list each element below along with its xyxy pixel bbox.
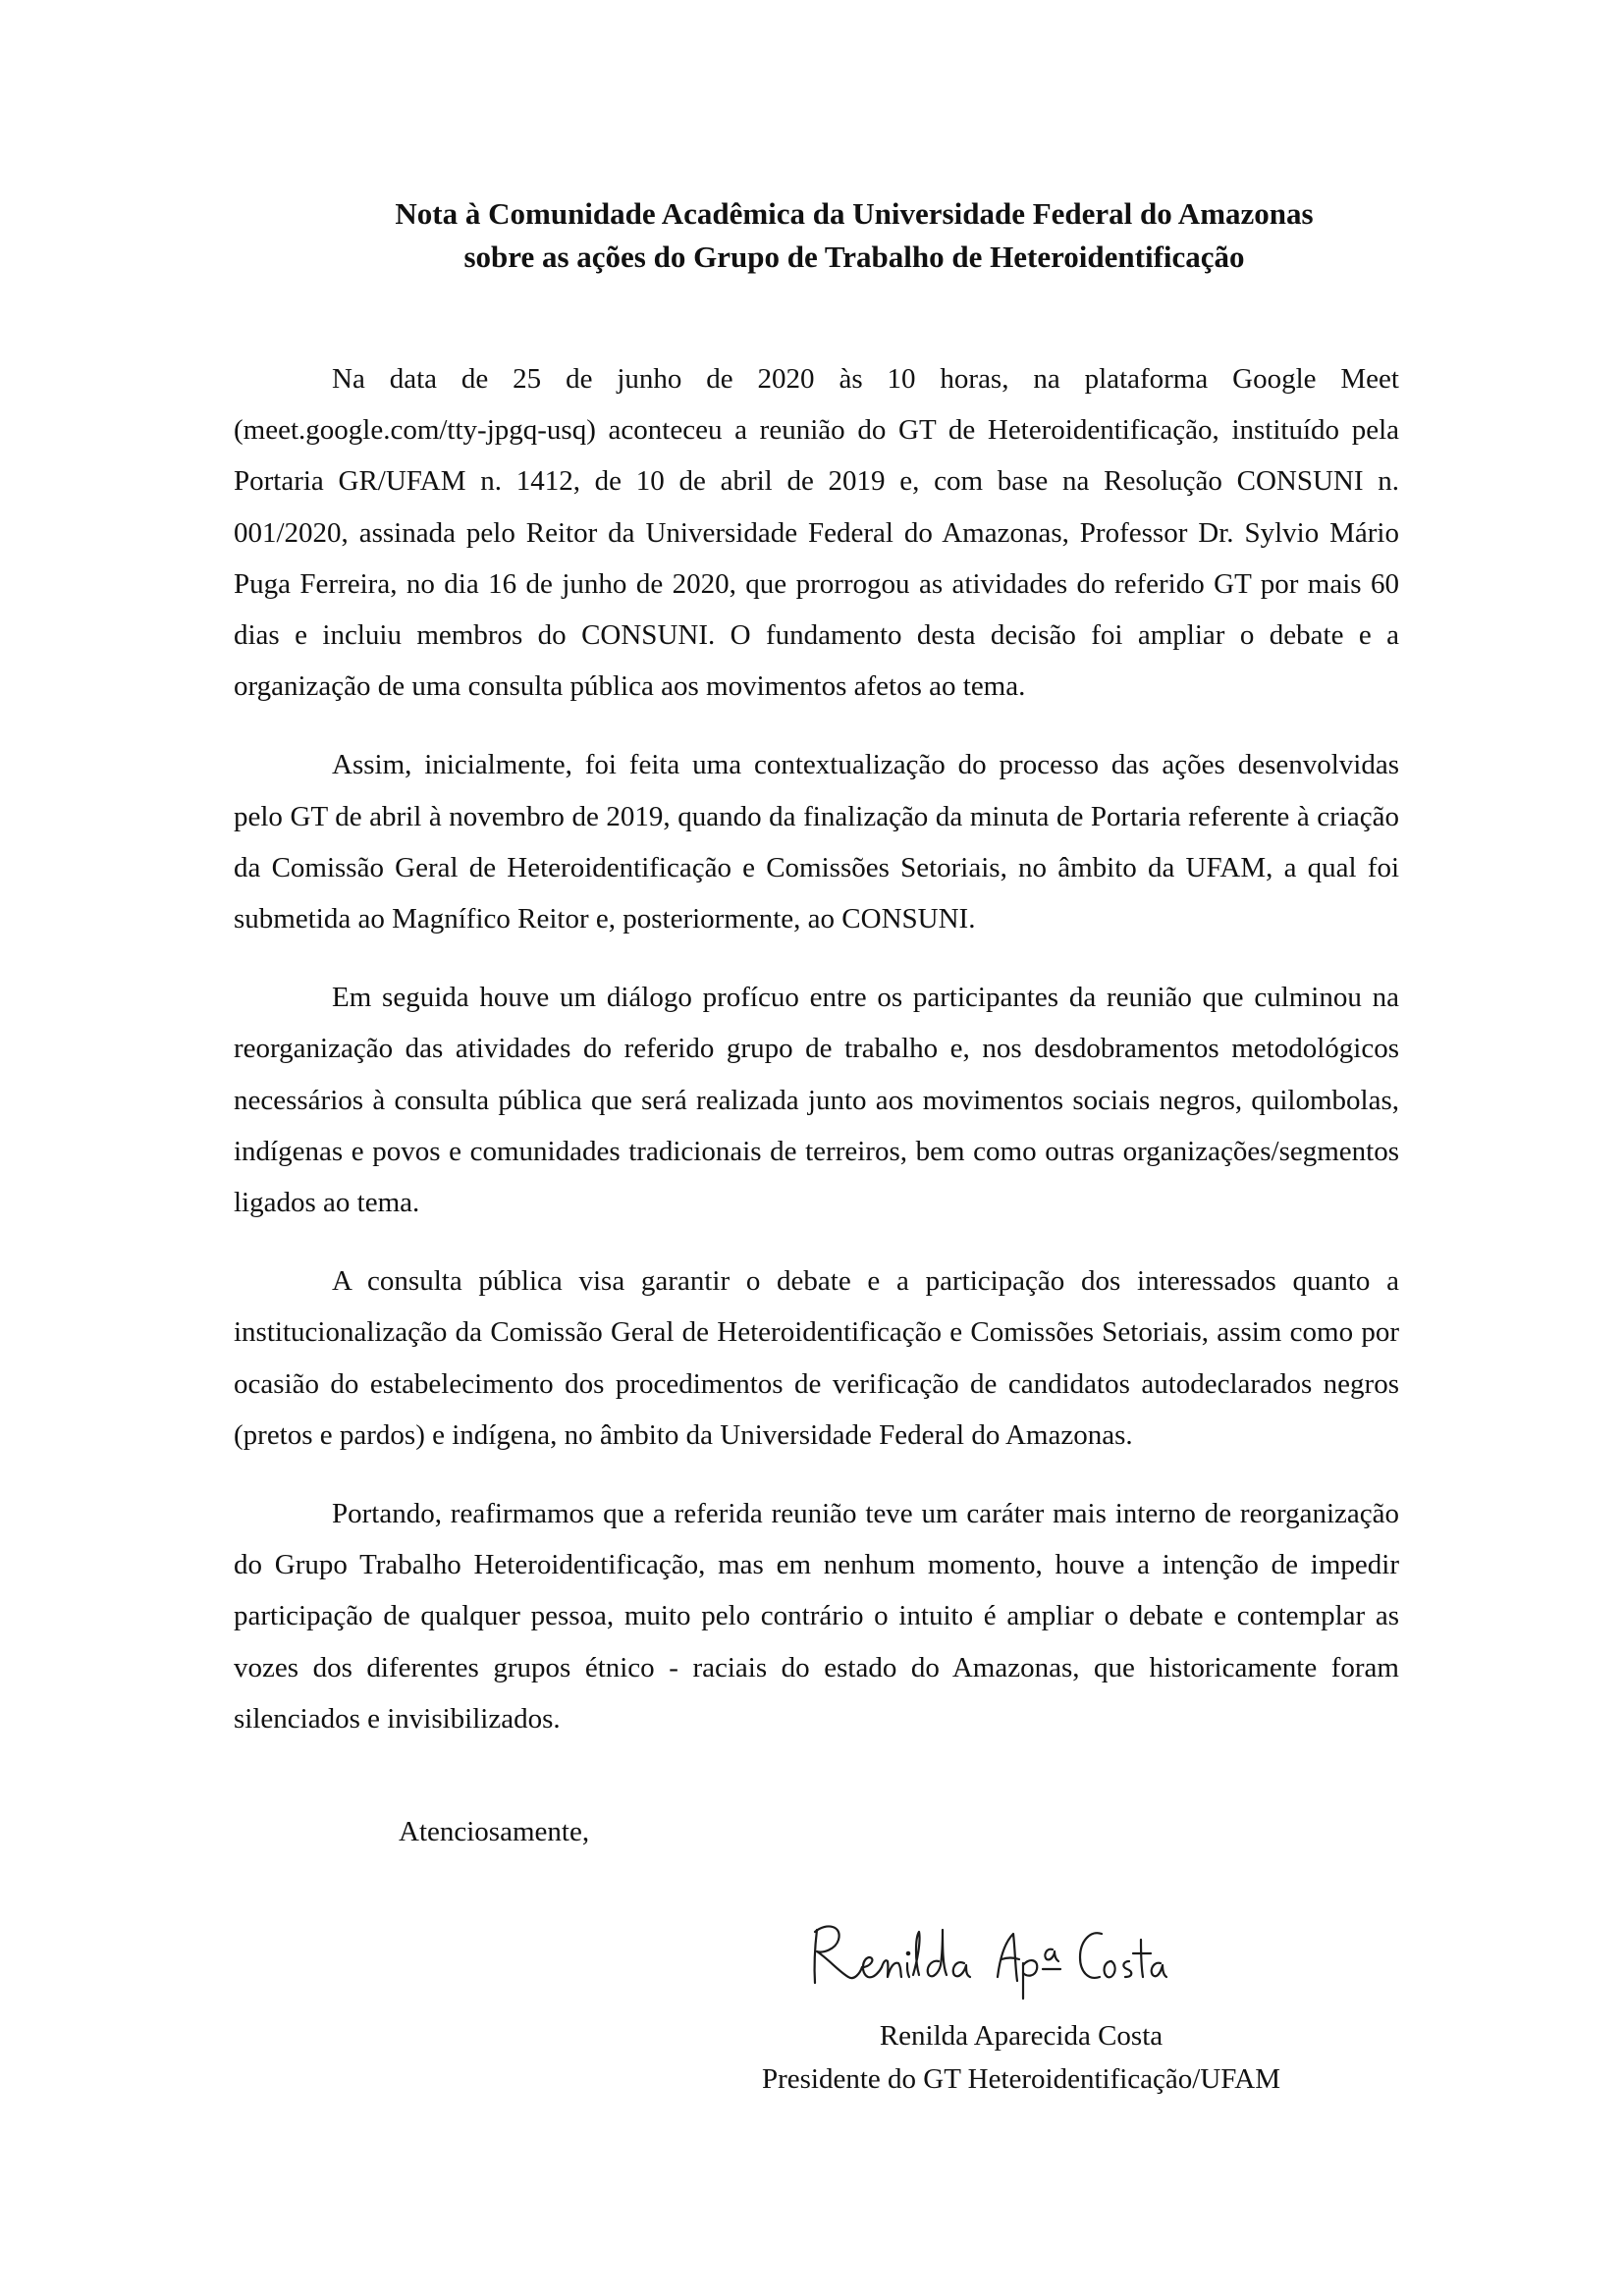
paragraph-dialogue: Em seguida houve um diálogo profícuo entre os participantes da reunião que culminou na reorganização das atividades do referido grupo de trabalho e, nos desdobramentos metodológicos necessários à consulta pública que será realizada junto aos movimentos sociais negros, quilombolas, indígenas e povos e comunidades tradicionais de terreiros, bem como outras organizações/segmentos ligados ao tema. [234, 982, 1399, 1219]
paragraph-contextualization: Assim, inicialmente, foi feita uma contextualização do processo das ações desenvolvidas pelo GT de abril à novembro de 2019, quando da finalização da minuta de Portaria referente à criação da Comissão Geral de Heteroidentificação e Comissões Setoriais, no âmbito da UFAM, a qual foi submetida ao Magnífico Reitor e, posteriormente, ao CONSUNI. [234, 749, 1399, 935]
document-body [234, 353, 1399, 1744]
signer-block [727, 2014, 1316, 2101]
paragraph-public-consultation: A consulta pública visa garantir o debate e a participação dos interessados quanto a institucionalização da Comissão Geral de Heteroidentificação e Comissões Setoriais, assim como por ocasião do estabelecimento dos procedimentos de verificação de candidatos autodeclarados negros (pretos e pardos) e indígena, no âmbito da Universidade Federal do Amazonas. [234, 1265, 1399, 1451]
signer-role: Presidente do GT Heteroidentificação/UFAM [761, 2063, 1281, 2095]
title-line-2: sobre as ações do Grupo de Trabalho de Heteroidentificação [463, 240, 1245, 274]
closing-salutation: Atenciosamente, [399, 1816, 590, 1847]
paragraph-meeting-summary: Na data de 25 de junho de 2020 às 10 horas, na plataforma Google Meet (meet.google.com/tty-jpgq-usq) aconteceu a reunião do GT de Heteroidentificação, instituído pela Portaria GR/UFAM n. 1412, de 10 de abril de 2019 e, com base na Resolução CONSUNI n. 001/2020, assinada pelo Reitor da Universidade Federal do Amazonas, Professor Dr. Sylvio Mário Puga Ferreira, no dia 16 de junho de 2020, que prorrogou as atividades do referido GT por mais 60 dias e incluiu membros do CONSUNI. O fundamento desta decisão foi ampliar o debate e a organização de uma consulta pública aos movimentos afetos ao tema. [234, 363, 1399, 703]
handwritten-signature [805, 1912, 1168, 2001]
title-line-1: Nota à Comunidade Acadêmica da Universidade Federal do Amazonas [395, 196, 1314, 231]
paragraph-conclusion: Portando, reafirmamos que a referida reunião teve um caráter mais interno de reorganização do Grupo Trabalho Heteroidentificação, mas em nenhum momento, houve a intenção de impedir participação de qualquer pessoa, muito pelo contrário o intuito é ampliar o debate e contemplar as vozes dos diferentes grupos étnico - raciais do estado do Amazonas, que historicamente foram silenciados e invisibilizados. [234, 1498, 1399, 1735]
document-title [295, 192, 1414, 279]
signer-name: Renilda Aparecida Costa [879, 2020, 1164, 2052]
